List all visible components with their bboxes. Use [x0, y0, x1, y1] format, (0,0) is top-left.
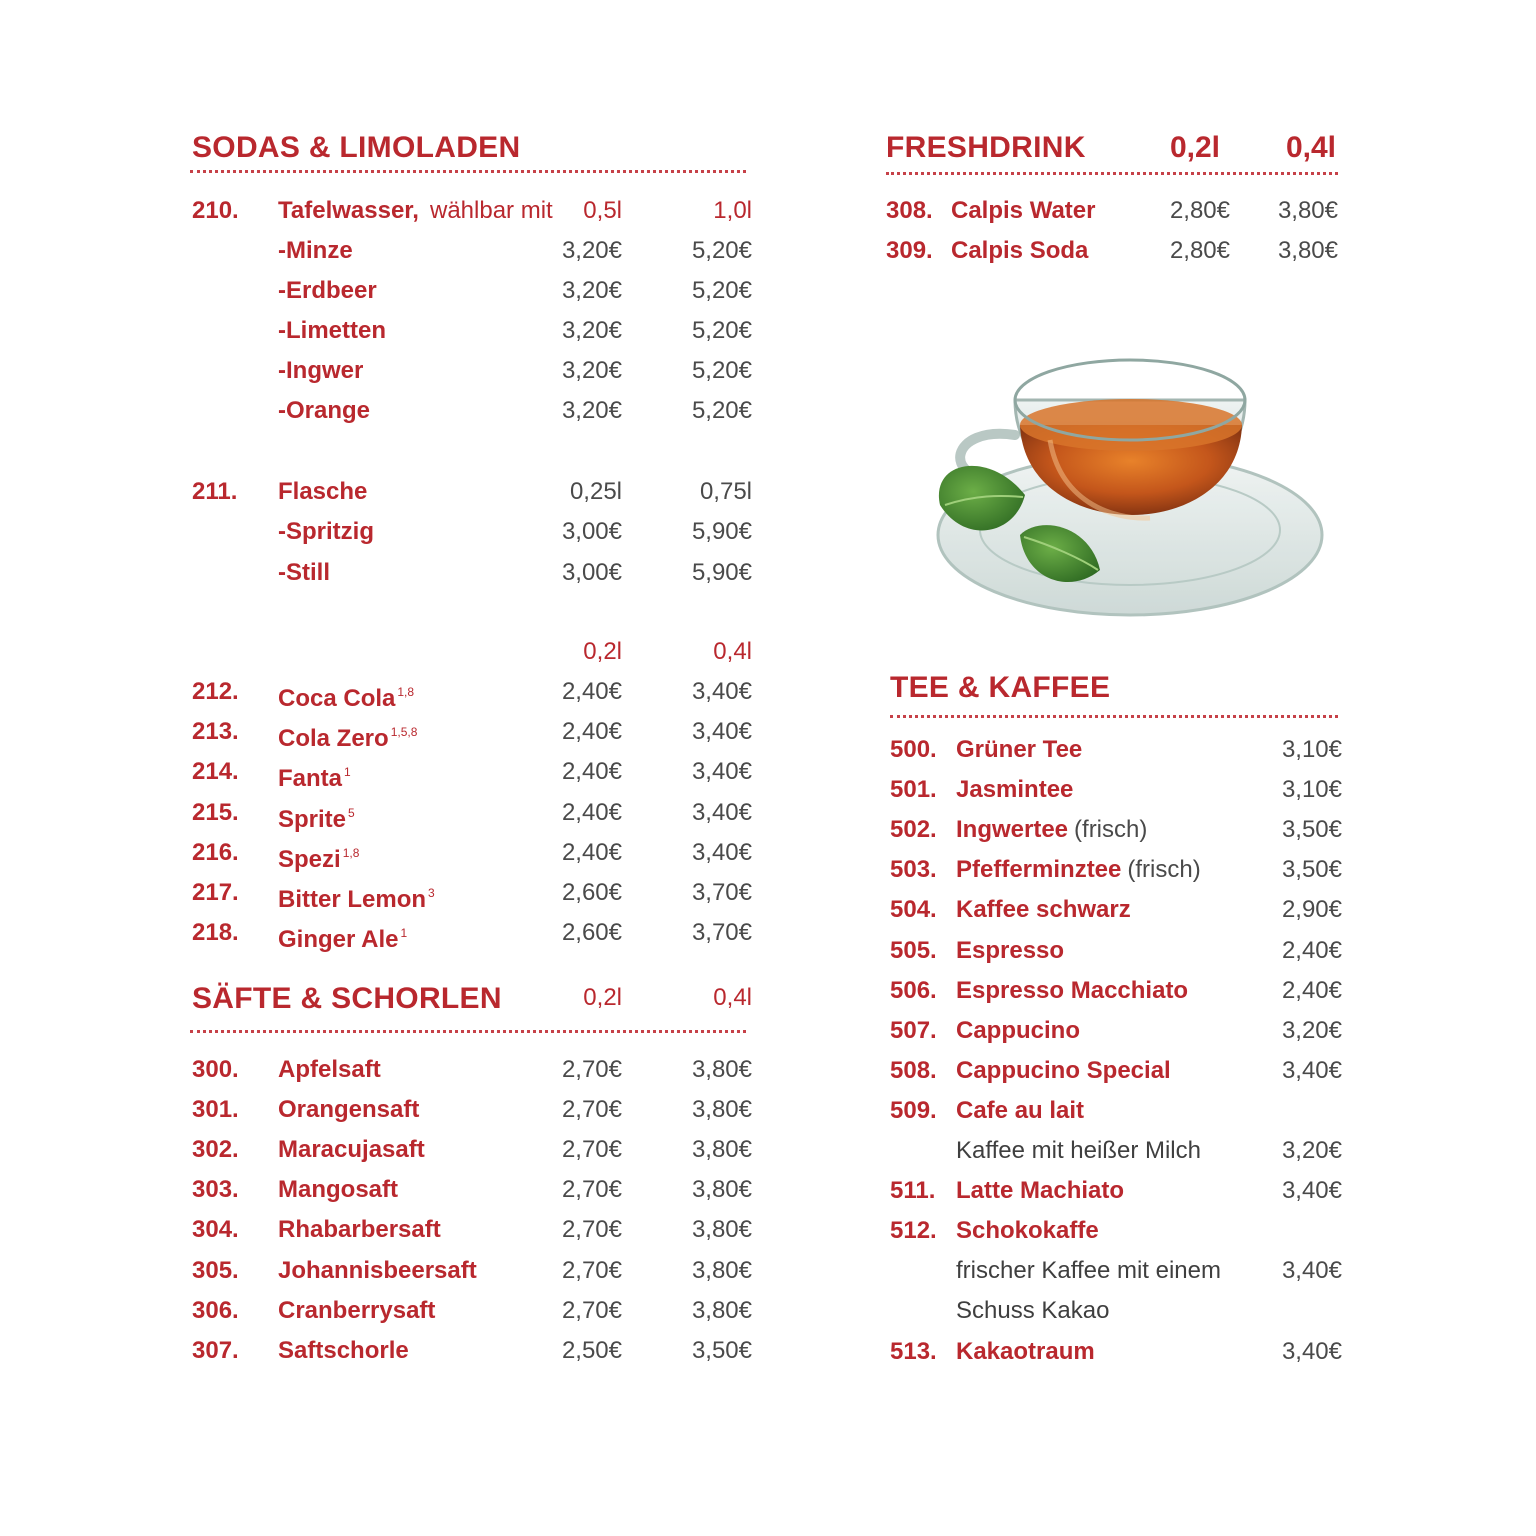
item-price: 3,10€: [1281, 736, 1342, 763]
item-price-small: 3,20€: [561, 237, 622, 264]
size-label: 0,5l: [583, 197, 622, 224]
item-price-large: 3,80€: [1277, 197, 1338, 224]
size-label: 0,2l: [583, 984, 622, 1011]
item-number: 210.: [192, 197, 239, 224]
item-price-small: 2,70€: [561, 1176, 622, 1204]
item-number: 212.: [192, 678, 239, 705]
item-price-small: 2,60€: [561, 919, 622, 947]
item-name: Rhabarbersaft: [278, 1216, 441, 1244]
item-name: Ginger Ale $^1$: [278, 926, 408, 954]
item-name: Cranberrysaft: [278, 1296, 436, 1324]
item-price-small: 2,60€: [561, 879, 622, 906]
item-price-small: 3,00€: [561, 518, 622, 545]
item-price-small: 2,70€: [561, 1296, 622, 1324]
item-price-small: 3,20€: [561, 317, 622, 344]
item-name: Cafe au lait: [956, 1096, 1085, 1124]
item-price-small: 3,20€: [561, 357, 622, 384]
item-number: 307.: [192, 1336, 239, 1364]
item-price: 3,40€: [1281, 1056, 1342, 1084]
item-price-large: 5,90€: [691, 518, 752, 545]
item-name: Bitter Lemon $^3$: [278, 886, 435, 913]
item-price-large: 5,20€: [691, 397, 752, 424]
menu-item: [0, 1051, 1536, 1091]
item-price-small: 2,40€: [561, 758, 622, 786]
item-number: 509.: [890, 1096, 937, 1124]
section-title-saefte: SÄFTE & SCHORLEN: [192, 982, 502, 1015]
item-name: Saftschorle: [278, 1336, 409, 1364]
section-divider: [886, 172, 1338, 175]
item-price: 3,20€: [1281, 1137, 1342, 1164]
item-name: -Ingwer: [278, 357, 364, 384]
size-label: 0,2l: [1169, 131, 1220, 164]
item-price-large: 3,70€: [691, 879, 752, 906]
item-name: Jasmintee: [956, 776, 1074, 804]
menu-subitem: [0, 351, 1536, 391]
item-name: Mangosaft: [278, 1176, 398, 1204]
item-number: 513.: [890, 1337, 937, 1365]
item-name: -Spritzig: [278, 518, 374, 545]
item-price-large: 3,80€: [691, 1176, 752, 1204]
menu-subitem: [0, 391, 1536, 431]
item-name: -Limetten: [278, 317, 386, 344]
menu-item: [0, 890, 1536, 930]
item-price-large: 5,20€: [691, 357, 752, 384]
allergen-footnote: 3: [428, 886, 435, 900]
item-price-large: 3,50€: [691, 1336, 752, 1364]
size-label: 0,4l: [713, 638, 752, 665]
menu-subitem: [0, 553, 1536, 593]
item-name: Espresso: [956, 936, 1065, 964]
menu-item: [0, 971, 1536, 1011]
item-name: Fanta $^1$: [278, 765, 351, 793]
size-header: [0, 632, 800, 672]
item-price-small: 2,70€: [561, 1056, 622, 1083]
menu-item: [0, 231, 1536, 271]
item-price-large: 5,20€: [691, 237, 752, 264]
menu-item-description: [0, 1251, 1536, 1291]
item-number: 216.: [192, 838, 239, 866]
item-price-large: 3,40€: [691, 758, 752, 786]
item-price: 2,40€: [1281, 976, 1342, 1004]
allergen-footnote: 1: [400, 926, 408, 941]
item-number: 508.: [890, 1056, 937, 1084]
item-name: Apfelsaft: [278, 1056, 381, 1083]
item-price-large: 3,80€: [691, 1296, 752, 1324]
menu-item-description: [0, 1131, 1536, 1171]
item-price: 3,50€: [1281, 856, 1342, 884]
item-price-small: 3,20€: [561, 277, 622, 304]
item-price-small: 2,80€: [1169, 197, 1230, 224]
item-price: 3,10€: [1281, 776, 1342, 804]
allergen-footnote: 1,8: [342, 845, 360, 860]
item-price-small: 2,70€: [561, 1216, 622, 1244]
menu-item-header: [0, 472, 800, 512]
item-price-large: 5,90€: [691, 559, 752, 586]
menu-item: [0, 931, 1536, 971]
menu-subitem: [0, 311, 1536, 351]
item-name: Coca Cola $^{1,8}$: [278, 685, 415, 712]
section-divider: [190, 170, 746, 173]
menu-item-description: [0, 1291, 1536, 1331]
item-price-small: 2,40€: [561, 678, 622, 705]
menu-item: [0, 850, 1536, 890]
item-name: Kakaotraum: [956, 1337, 1095, 1365]
item-name: Johannisbeersaft: [278, 1256, 477, 1284]
item-price-large: 3,80€: [1277, 237, 1338, 264]
section-title-tee-kaffee: TEE & KAFFEE: [890, 671, 1111, 704]
item-name: Ingwertee (frisch): [956, 816, 1148, 844]
item-name: -Minze: [278, 237, 353, 264]
size-label: 0,2l: [583, 638, 622, 665]
menu-item: [0, 1011, 1536, 1051]
item-price-small: 2,40€: [561, 838, 622, 866]
item-name: Calpis Soda: [951, 237, 1089, 264]
item-name: Maracujasaft: [278, 1136, 425, 1164]
item-number: 308.: [886, 197, 933, 224]
item-name: Sprite $^5$: [278, 805, 355, 833]
item-name: Pfefferminztee (frisch): [956, 856, 1201, 884]
item-name: Spezi $^{1,8}$: [278, 845, 360, 873]
item-number: 215.: [192, 798, 239, 826]
item-number: 501.: [890, 776, 937, 804]
item-price: 3,40€: [1281, 1257, 1342, 1285]
item-price-small: 2,70€: [561, 1136, 622, 1164]
item-name: Calpis Water: [951, 197, 1096, 224]
item-number: 512.: [890, 1217, 937, 1245]
allergen-footnote: 1: [344, 765, 351, 780]
item-price-small: 2,70€: [561, 1256, 622, 1284]
item-price-small: 2,70€: [561, 1096, 622, 1124]
item-name: Orangensaft: [278, 1096, 420, 1124]
item-number: 300.: [192, 1056, 239, 1083]
item-number: 506.: [890, 976, 937, 1004]
item-name: Grüner Tee: [956, 736, 1083, 763]
menu-subitem: [0, 512, 1536, 552]
size-label: 0,25l: [569, 478, 622, 505]
size-label: 0,4l: [713, 984, 752, 1011]
item-description: Schuss Kakao: [956, 1297, 1110, 1325]
item-number: 306.: [192, 1296, 239, 1324]
item-note: (frisch): [1127, 856, 1201, 884]
section-title-sodas: SODAS & LIMOLADEN: [192, 131, 521, 164]
item-price-large: 3,40€: [691, 798, 752, 826]
item-price-large: 3,80€: [691, 1096, 752, 1124]
item-name: Cappucino Special: [956, 1056, 1171, 1084]
allergen-footnote: 5: [348, 805, 355, 820]
item-name: -Erdbeer: [278, 277, 377, 304]
item-number: 211.: [192, 478, 238, 505]
item-number: 507.: [890, 1016, 937, 1044]
item-number: 304.: [192, 1216, 239, 1244]
item-number: 213.: [192, 718, 239, 746]
item-price: 3,40€: [1281, 1177, 1342, 1205]
item-number: 511.: [890, 1177, 936, 1205]
menu-item: [0, 1091, 1536, 1131]
item-name: Espresso Macchiato: [956, 976, 1189, 1004]
item-description: Kaffee mit heißer Milch: [956, 1137, 1201, 1164]
item-number: 214.: [192, 758, 239, 786]
menu-item: [0, 191, 1536, 231]
item-number: 301.: [192, 1096, 239, 1124]
item-price: 2,40€: [1281, 936, 1342, 964]
item-price-large: 3,80€: [691, 1256, 752, 1284]
item-note: (frisch): [1074, 816, 1148, 844]
item-description: frischer Kaffee mit einem: [956, 1257, 1221, 1285]
item-number: 503.: [890, 856, 937, 884]
item-number: 505.: [890, 936, 937, 964]
size-label: 0,4l: [1285, 131, 1336, 164]
menu-item: [0, 1211, 1536, 1251]
item-price-small: 2,80€: [1169, 237, 1230, 264]
item-price-large: 3,80€: [691, 1136, 752, 1164]
item-number: 502.: [890, 816, 937, 844]
item-suffix: wählbar mit: [430, 197, 553, 224]
menu-item: [0, 730, 1536, 770]
menu-item: [0, 810, 1536, 850]
item-number: 305.: [192, 1256, 239, 1284]
item-name: -Still: [278, 559, 330, 586]
menu-item: [0, 1171, 1536, 1211]
item-price: 3,50€: [1281, 816, 1342, 844]
size-label: 1,0l: [713, 197, 752, 224]
item-name: Latte Machiato: [956, 1177, 1125, 1205]
menu-item: [0, 770, 1536, 810]
item-number: 500.: [890, 736, 937, 763]
item-price-large: 3,40€: [691, 718, 752, 746]
item-price-small: 3,20€: [561, 397, 622, 424]
size-label: 0,75l: [699, 478, 752, 505]
item-price-small: 2,40€: [561, 798, 622, 826]
item-number: 218.: [192, 919, 239, 947]
item-number: 504.: [890, 896, 937, 924]
item-name: Kaffee schwarz: [956, 896, 1131, 924]
item-number: 303.: [192, 1176, 239, 1204]
item-price: 3,20€: [1281, 1016, 1342, 1044]
item-name: -Orange: [278, 397, 371, 424]
item-price-large: 5,20€: [691, 277, 752, 304]
item-price: 3,40€: [1281, 1337, 1342, 1365]
item-price-small: 3,00€: [561, 559, 622, 586]
item-name: Cappucino: [956, 1016, 1080, 1044]
item-price-small: 2,40€: [561, 718, 622, 746]
item-name: Tafelwasser,: [278, 197, 419, 224]
item-name: Schokokaffe: [956, 1217, 1099, 1245]
menu-subitem: [0, 271, 1536, 311]
item-price-large: 5,20€: [691, 317, 752, 344]
menu-item: [0, 672, 1536, 712]
item-price-large: 3,80€: [691, 1056, 752, 1083]
item-price-large: 3,70€: [691, 919, 752, 947]
item-name: Cola Zero $^{1,5,8}$: [278, 725, 418, 753]
allergen-footnote: 1,8: [397, 685, 415, 699]
item-number: 217.: [192, 879, 239, 906]
allergen-footnote: 1,5,8: [390, 725, 418, 740]
item-price: 2,90€: [1281, 896, 1342, 924]
item-price-large: 3,40€: [691, 838, 752, 866]
item-number: 309.: [886, 237, 933, 264]
item-price-small: 2,50€: [561, 1336, 622, 1364]
item-number: 302.: [192, 1136, 239, 1164]
section-title-freshdrink: FRESHDRINK: [886, 131, 1086, 164]
item-price-large: 3,80€: [691, 1216, 752, 1244]
menu-item: [0, 1332, 1536, 1372]
item-price-large: 3,40€: [691, 678, 752, 705]
item-name: Flasche: [278, 478, 368, 505]
